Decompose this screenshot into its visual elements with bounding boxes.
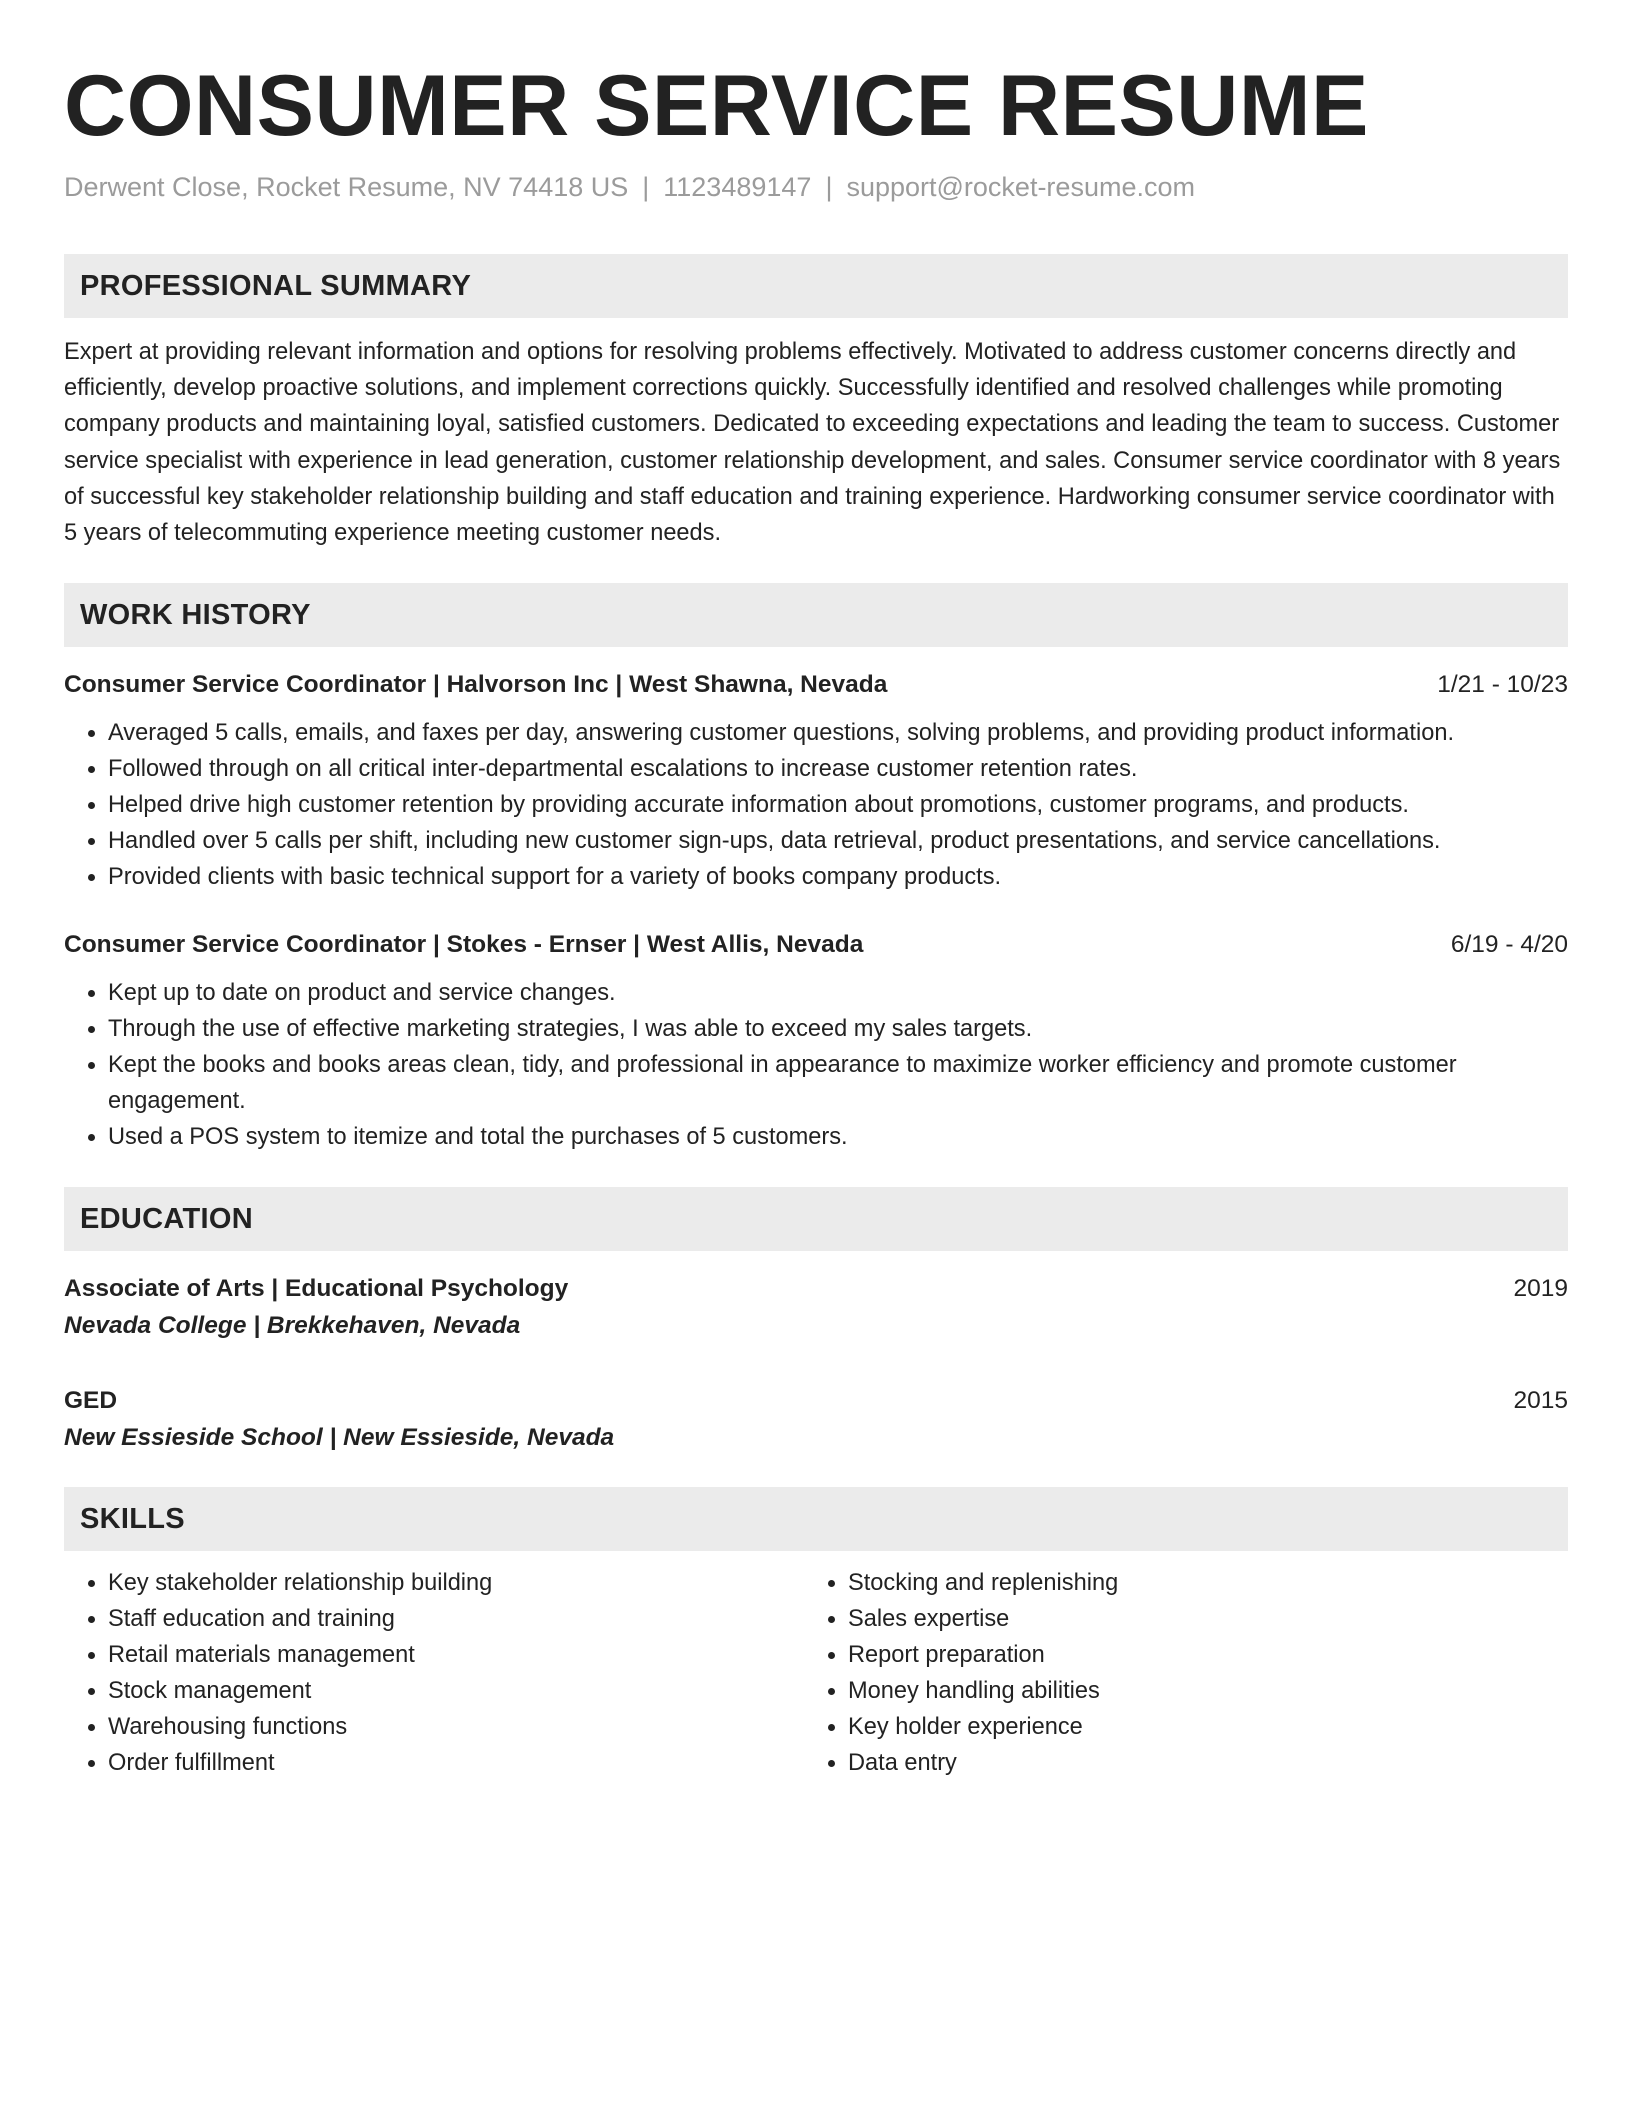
- skills-column-right: [804, 1565, 1544, 1781]
- job-title: Consumer Service Coordinator | Halvorson Inc | West Shawna, Nevada: [64, 671, 888, 699]
- list-item: • Data entry: [848, 1745, 1544, 1781]
- job-title: Consumer Service Coordinator | Stokes - Ernser | West Allis, Nevada: [64, 931, 864, 959]
- contact-separator: |: [642, 172, 650, 202]
- section-header-work-history: [64, 583, 1568, 647]
- list-item: • Warehousing functions: [108, 1709, 804, 1745]
- list-item: • Followed through on all critical inter-departmental escalations to increase customer retention rates.: [108, 751, 1568, 787]
- contact-email: support@rocket-resume.com: [846, 172, 1195, 202]
- list-item: • Stocking and replenishing: [848, 1565, 1544, 1601]
- list-item: • Money handling abilities: [848, 1673, 1544, 1709]
- contact-separator: |: [825, 172, 833, 202]
- skills-column-left: [64, 1565, 804, 1781]
- list-item: • Sales expertise: [848, 1601, 1544, 1637]
- job-header: [64, 669, 1568, 701]
- section-title: WORK HISTORY: [80, 598, 311, 631]
- list-item: • Staff education and training: [108, 1601, 804, 1637]
- job-bullets: [64, 715, 1568, 895]
- list-item: • Key stakeholder relationship building: [108, 1565, 804, 1601]
- job-header: [64, 929, 1568, 961]
- list-item: • Helped drive high customer retention by providing accurate information about promotions, customer programs, and products.: [108, 787, 1568, 823]
- education-degree: GED: [64, 1387, 118, 1415]
- education-school: New Essieside School | New Essieside, Nevada: [64, 1424, 615, 1452]
- section-header-skills: [64, 1487, 1568, 1551]
- skills-list: [64, 1565, 1568, 1781]
- summary-text: Expert at providing relevant information and options for resolving problems effectively. Motivated to address customer concerns directly and efficiently, develop proactive solutions, and implement corrections quickly. Successfully identified and resolved challenges while promoting company products and maintaining loyal, satisfied customers. Dedicated to exceeding expectations and leading the team to success. Customer service specialist with experience in lead generation, customer relationship development, and sales. Consumer service coordinator with 8 years of successful key stakeholder relationship building and staff education and training experience. Hardworking consumer service coordinator with 5 years of telecommuting experience meeting customer needs.: [64, 339, 1561, 547]
- list-item: • Kept up to date on product and service changes.: [108, 975, 1568, 1011]
- education-degree: Associate of Arts | Educational Psychology: [64, 1275, 569, 1303]
- job-dates: 1/21 - 10/23: [1437, 671, 1568, 699]
- section-title: EDUCATION: [80, 1202, 253, 1235]
- section-title: SKILLS: [80, 1502, 185, 1535]
- contact-phone: 1123489147: [663, 172, 812, 202]
- contact-line: [64, 170, 1568, 204]
- list-item: • Used a POS system to itemize and total the purchases of 5 customers.: [108, 1119, 1568, 1155]
- education-year: 2015: [1513, 1387, 1568, 1415]
- education-entry-header: [64, 1273, 1568, 1305]
- education-entry-header: [64, 1385, 1568, 1417]
- contact-address: Derwent Close, Rocket Resume, NV 74418 US: [64, 172, 629, 202]
- list-item: • Averaged 5 calls, emails, and faxes per day, answering customer questions, solving problems, and providing product information.: [108, 715, 1568, 751]
- list-item: • Handled over 5 calls per shift, including new customer sign-ups, data retrieval, product presentations, and service cancellations.: [108, 823, 1568, 859]
- list-item: • Through the use of effective marketing strategies, I was able to exceed my sales targets.: [108, 1011, 1568, 1047]
- job-bullets: [64, 975, 1568, 1155]
- section-header-education: [64, 1187, 1568, 1251]
- section-title: PROFESSIONAL SUMMARY: [80, 269, 472, 302]
- list-item: • Stock management: [108, 1673, 804, 1709]
- list-item: • Order fulfillment: [108, 1745, 804, 1781]
- list-item: • Kept the books and books areas clean, tidy, and professional in appearance to maximize worker efficiency and promote customer engagement.: [108, 1047, 1568, 1119]
- job-dates: 6/19 - 4/20: [1450, 931, 1568, 959]
- list-item: • Provided clients with basic technical support for a variety of books company products.: [108, 859, 1568, 895]
- education-year: 2019: [1513, 1275, 1568, 1303]
- section-header-summary: [64, 254, 1568, 318]
- list-item: • Retail materials management: [108, 1637, 804, 1673]
- list-item: • Key holder experience: [848, 1709, 1544, 1745]
- education-school: Nevada College | Brekkehaven, Nevada: [64, 1312, 521, 1340]
- resume-title: CONSUMER SERVICE RESUME: [64, 58, 1369, 154]
- list-item: • Report preparation: [848, 1637, 1544, 1673]
